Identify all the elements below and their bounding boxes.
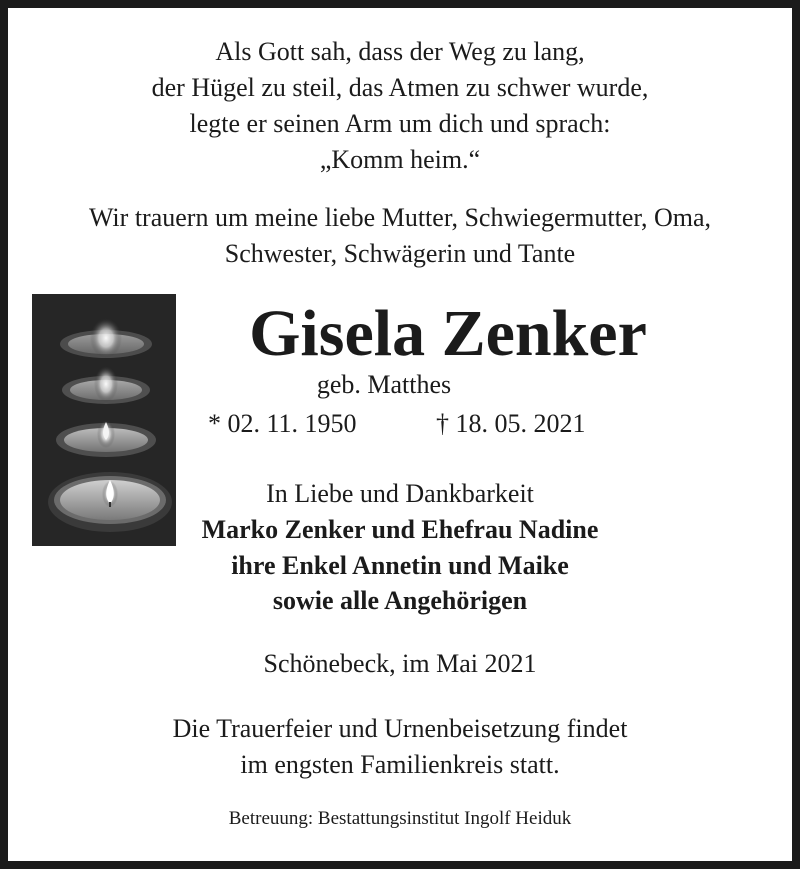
maiden-name: geb. Matthes (316, 370, 452, 399)
deceased-name: Gisela Zenker (249, 297, 647, 370)
funeral-line-2: im engsten Familienkreis statt. (240, 750, 560, 779)
undertaker-credit: Betreuung: Bestattungsinstitut Ingolf Heiduk (228, 808, 572, 829)
mourners-intro: In Liebe und Dankbarkeit (266, 479, 534, 508)
intro-line-1: Wir trauern um meine liebe Mutter, Schwiegermutter, Oma, (88, 203, 712, 232)
poem-line-4: „Komm heim.“ (319, 145, 481, 174)
funeral-line-1: Die Trauerfeier und Urnenbeisetzung findet (172, 714, 628, 743)
death-date: † 18. 05. 2021 (436, 409, 586, 438)
mourner-line-3: sowie alle Angehörigen (272, 586, 528, 615)
poem-line-2: der Hügel zu steil, das Atmen zu schwer wurde, (151, 73, 649, 102)
place-date: Schönebeck, im Mai 2021 (263, 649, 537, 678)
poem-line-1: Als Gott sah, dass der Weg zu lang, (215, 37, 585, 66)
mourner-line-2: ihre Enkel Annetin und Maike (231, 551, 569, 580)
intro-line-2: Schwester, Schwägerin und Tante (224, 239, 576, 268)
poem-line-3: legte er seinen Arm um dich und sprach: (189, 109, 611, 138)
mourner-line-1: Marko Zenker und Ehefrau Nadine (201, 515, 599, 544)
birth-date: * 02. 11. 1950 (208, 409, 357, 438)
